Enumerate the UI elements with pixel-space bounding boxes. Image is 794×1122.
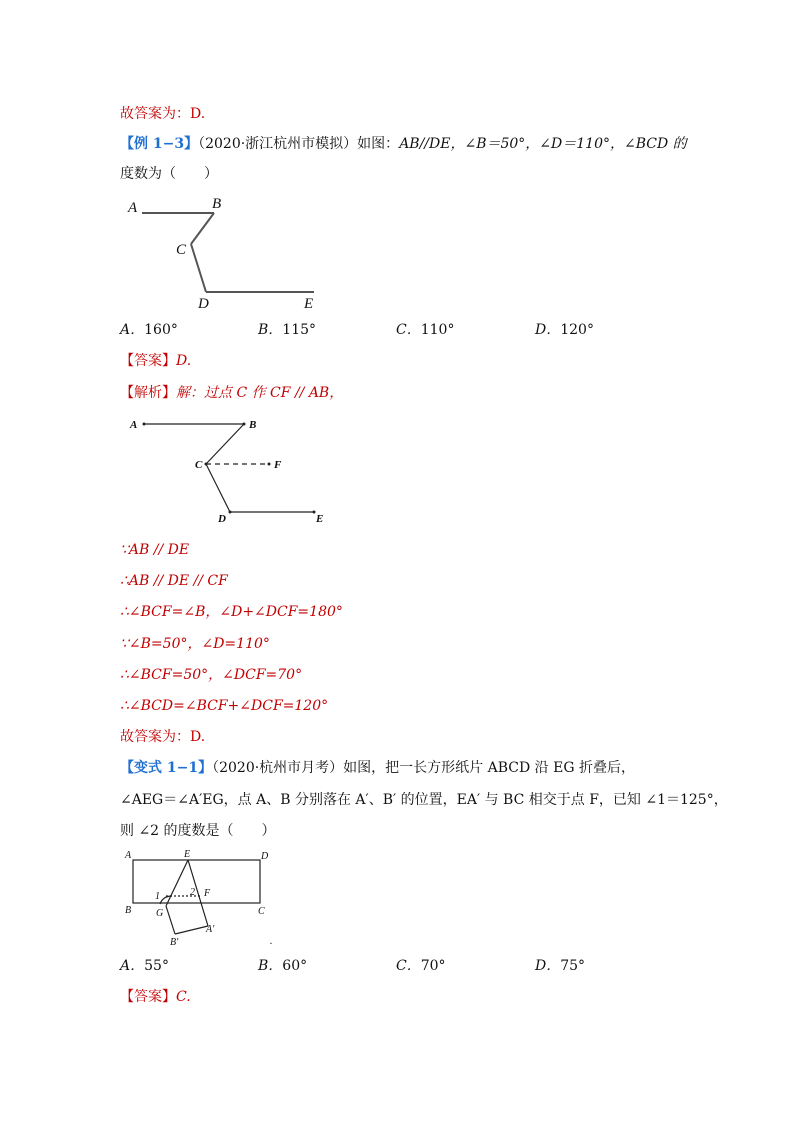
label-c: C [176, 242, 187, 258]
label-e: E [184, 849, 191, 860]
step-2: ∴AB // DE // CF [120, 573, 228, 589]
option-c: C．70° [396, 958, 446, 974]
analysis-intro: 【解析】解：过点 C 作 CF // AB， [120, 385, 344, 401]
label-d: D [198, 296, 209, 312]
label-e: E [304, 296, 314, 312]
option-c: C．110° [396, 322, 455, 338]
final-answer: 故答案为：D. [120, 729, 206, 745]
label-c: C [258, 906, 265, 917]
step-3: ∴∠BCF=∠B，∠D+∠DCF=180° [120, 604, 343, 620]
variant-1-1-header [120, 758, 635, 778]
label-b: B [249, 419, 257, 431]
label-1: 1 [155, 891, 160, 902]
step-6: ∴∠BCD=∠BCF+∠DCF=120° [120, 698, 329, 714]
label-b: B [212, 196, 222, 212]
option-a: A．55° [120, 958, 169, 974]
option-d: D．75° [535, 958, 586, 974]
figure-3 [120, 846, 320, 950]
label-a: A [130, 419, 138, 431]
label-b: B [125, 905, 132, 916]
step-1: ∵AB // DE [120, 542, 190, 558]
label-g: G [156, 908, 164, 919]
example-tag: 【例 1−3】 [120, 136, 199, 152]
option-b: B．60° [258, 958, 308, 974]
option-b: B．115° [258, 322, 317, 338]
answer-line-1: 故答案为：D. [120, 106, 206, 122]
label-a: A [128, 200, 138, 216]
figure-2 [124, 412, 344, 530]
variant-answer-line: 【答案】C. [120, 989, 191, 1005]
example-1-3-line2: 度数为（ ） [120, 166, 218, 182]
example-source: （2020·浙江杭州市模拟）如图： [198, 136, 400, 152]
variant-tag: 【变式 1−1】 [120, 760, 213, 776]
answer-line: 【答案】D. [120, 353, 192, 369]
segment-gb-prime [166, 906, 175, 934]
label-dot: . [270, 936, 273, 947]
segment-bc [206, 424, 244, 464]
option-d: D．120° [535, 322, 594, 338]
example-condition: AB//DE，∠B＝50°，∠D＝110°，∠BCD 的 [399, 136, 687, 152]
figure-1 [124, 192, 344, 312]
step-5: ∴∠BCF=50°，∠DCF=70° [120, 667, 303, 683]
segment-eg [166, 860, 188, 906]
label-d: D [218, 513, 226, 525]
segment-bc [191, 213, 214, 244]
label-c: C [195, 459, 203, 471]
label-2: 2 [190, 887, 195, 898]
variant-1-1-line3: 则 ∠2 的度数是（ ） [120, 823, 276, 839]
segment-cd [206, 464, 230, 512]
label-e: E [316, 513, 324, 525]
rectangle-abcd [133, 860, 260, 903]
segment-b-prime-a-prime [175, 926, 208, 934]
step-4: ∵∠B=50°，∠D=110° [120, 636, 270, 652]
option-a: A．160° [120, 322, 178, 338]
label-b-prime: B′ [170, 937, 179, 948]
segment-cd [191, 244, 206, 292]
label-d: D [261, 851, 269, 862]
label-f: F [274, 459, 282, 471]
variant-line1: （2020·杭州市月考）如图，把一长方形纸片 ABCD 沿 EG 折叠后， [212, 760, 635, 776]
label-a: A [125, 850, 132, 861]
variant-1-1-line2: ∠AEG＝∠A′EG，点 A、B 分别落在 A′、B′ 的位置，EA′ 与 BC 相交于点 F，已知 ∠1＝125°， [120, 792, 728, 808]
label-f: F [204, 888, 211, 899]
label-a-prime: A′ [206, 924, 215, 935]
example-1-3-header [120, 134, 687, 154]
